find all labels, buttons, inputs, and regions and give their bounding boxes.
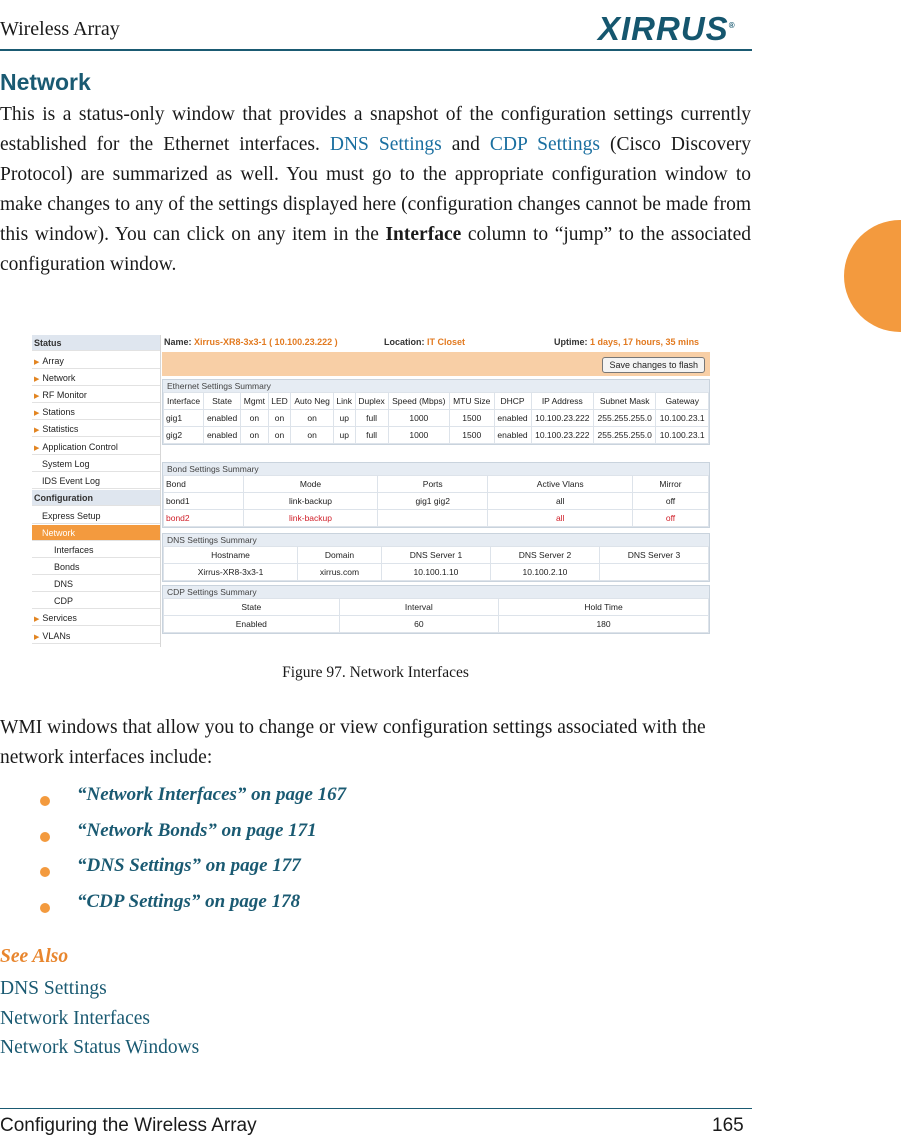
table-cell: xirrus.com: [298, 564, 382, 581]
sidebar-item[interactable]: IDS Event Log: [32, 473, 160, 489]
column-header: Subnet Mask: [594, 393, 656, 410]
cdp-summary-title: CDP Settings Summary: [163, 586, 709, 598]
column-header: MTU Size: [450, 393, 494, 410]
table-cell: 10.100.23.222: [531, 410, 593, 427]
table-row: [164, 493, 709, 510]
table-cell: all: [488, 493, 633, 510]
bullet-dot-icon: [40, 867, 50, 877]
expand-arrow-icon: ▶: [34, 393, 40, 401]
table-cell: up: [333, 427, 355, 444]
sidebar-item[interactable]: ▶ VLANs: [32, 628, 160, 644]
cross-reference-link[interactable]: “Network Interfaces” on page 167: [77, 784, 347, 805]
sidebar-item[interactable]: ▶ Stations: [32, 404, 160, 420]
bond-table: [163, 475, 709, 527]
table-cell: link-backup: [243, 493, 377, 510]
cross-reference-link[interactable]: “CDP Settings” on page 178: [77, 890, 301, 912]
see-also-link[interactable]: DNS Settings: [0, 978, 107, 999]
page-number: 165: [712, 1115, 744, 1136]
column-header: Hold Time: [499, 599, 709, 616]
status-topbar: Name: Xirrus-XR8-3x3-1 ( 10.100.23.222 ) Location: IT Closet Uptime: 1 days, 17 hours, 35 mins: [164, 337, 700, 347]
chapter-tab: [844, 220, 901, 332]
table-cell: 1000: [388, 410, 449, 427]
dns-settings-link[interactable]: DNS Settings: [329, 134, 442, 155]
column-header: Active Vlans: [488, 476, 633, 493]
table-cell: [378, 510, 488, 527]
sidebar-item: Status: [32, 335, 160, 351]
table-cell: 1000: [388, 427, 449, 444]
column-header: Bond: [164, 476, 244, 493]
interface-cell[interactable]: bond2: [164, 510, 244, 527]
cdp-summary: [162, 585, 710, 634]
sidebar-item[interactable]: DNS: [32, 576, 160, 592]
sidebar-item[interactable]: ▶ Statistics: [32, 421, 160, 437]
expand-arrow-icon: ▶: [34, 444, 40, 452]
table-cell: 10.100.23.1: [656, 427, 709, 444]
interface-cell[interactable]: Xirrus-XR8-3x3-1: [164, 564, 298, 581]
table-header-row: [164, 599, 709, 616]
bullet-dot-icon: [40, 796, 50, 806]
column-header: Interval: [339, 599, 498, 616]
table-cell: 1500: [450, 410, 494, 427]
table-row: [164, 616, 709, 633]
sidebar-item[interactable]: Network: [32, 525, 160, 541]
table-cell: on: [291, 427, 334, 444]
logo-mark: ®: [728, 21, 736, 30]
table-cell: 10.100.1.10: [381, 564, 490, 581]
ethernet-table: [163, 392, 709, 444]
interface-cell[interactable]: bond1: [164, 493, 244, 510]
table-cell: 10.100.23.222: [531, 427, 593, 444]
expand-arrow-icon: ▶: [34, 633, 40, 641]
column-header: LED: [268, 393, 291, 410]
cross-reference-link[interactable]: “Network Bonds” on page 171: [77, 819, 317, 841]
bullet-item: [0, 855, 600, 885]
table-header-row: [164, 393, 709, 410]
table-cell: full: [355, 410, 388, 427]
header-rule: [0, 49, 752, 51]
cdp-table: [163, 598, 709, 633]
table-cell: on: [268, 427, 291, 444]
column-header: Hostname: [164, 547, 298, 564]
table-row: [164, 410, 709, 427]
logo-text: XIRRUS: [598, 10, 729, 47]
table-cell: off: [633, 493, 709, 510]
table-cell: 255.255.255.0: [594, 427, 656, 444]
sidebar-item[interactable]: ▶ RF Monitor: [32, 387, 160, 403]
table-row: [164, 564, 709, 581]
footer-title: Configuring the Wireless Array: [0, 1115, 257, 1136]
sidebar-item[interactable]: ▶ Network: [32, 370, 160, 386]
sidebar-item[interactable]: ▶ Application Control: [32, 439, 160, 455]
intro-paragraph: This is a status-only window that provides a snapshot of the configuration settings currently established for the Ethernet interfaces. DNS Settings and CDP Settings (Cisco Discovery Protocol) are summarized as well. You must go to the appropriate configuration window to make changes to any of the settings displayed here (configuration changes cannot be made from this window). You can click on any item in the Interface column to “jump” to the associated configuration window.: [0, 104, 751, 275]
table-cell: 1500: [450, 427, 494, 444]
table-row: [164, 510, 709, 527]
bullet-item: [0, 784, 600, 814]
bond-summary: [162, 462, 710, 528]
table-cell: 255.255.255.0: [594, 410, 656, 427]
column-header: DHCP: [494, 393, 531, 410]
column-header: DNS Server 3: [599, 547, 708, 564]
interface-cell[interactable]: gig2: [164, 427, 204, 444]
column-header: Link: [333, 393, 355, 410]
column-header: State: [204, 393, 241, 410]
sidebar-item: Configuration: [32, 490, 160, 506]
section-heading: Network: [0, 69, 91, 95]
column-header: State: [164, 599, 340, 616]
xirrus-logo: [598, 10, 736, 48]
table-cell: on: [241, 427, 269, 444]
expand-arrow-icon: ▶: [34, 616, 40, 624]
see-also-link[interactable]: Network Interfaces: [0, 1008, 150, 1029]
column-header: IP Address: [531, 393, 593, 410]
column-header: Interface: [164, 393, 204, 410]
cdp-settings-link[interactable]: CDP Settings: [489, 134, 600, 155]
dns-summary: [162, 533, 710, 582]
table-cell: on: [268, 410, 291, 427]
table-cell: gig1 gig2: [378, 493, 488, 510]
column-header: Duplex: [355, 393, 388, 410]
cross-reference-link[interactable]: “DNS Settings” on page 177: [77, 855, 301, 876]
sidebar-item[interactable]: Interfaces: [32, 542, 160, 558]
dns-summary-title: DNS Settings Summary: [163, 534, 709, 546]
running-header: Wireless Array: [0, 18, 120, 40]
expand-arrow-icon: ▶: [34, 359, 40, 366]
table-cell: all: [488, 510, 633, 527]
table-cell: on: [241, 410, 269, 427]
sidebar-item[interactable]: System Log: [32, 456, 160, 472]
sidebar-item[interactable]: Express Setup: [32, 508, 160, 524]
bullet-dot-icon: [40, 903, 50, 913]
sidebar-item[interactable]: ▶ Services: [32, 610, 160, 626]
table-cell: enabled: [204, 410, 241, 427]
column-header: DNS Server 2: [490, 547, 599, 564]
table-cell: up: [333, 410, 355, 427]
network-interfaces-figure: [32, 335, 710, 647]
table-row: [164, 427, 709, 444]
sidebar-item[interactable]: Bonds: [32, 559, 160, 575]
dns-table: [163, 546, 709, 581]
table-cell: full: [355, 427, 388, 444]
see-also-link[interactable]: Network Status Windows: [0, 1037, 200, 1058]
expand-arrow-icon: ▶: [34, 376, 40, 384]
column-header: Mgmt: [241, 393, 269, 410]
interface-cell[interactable]: gig1: [164, 410, 204, 427]
expand-arrow-icon: ▶: [34, 427, 40, 435]
table-cell: enabled: [204, 427, 241, 444]
save-bar: [162, 352, 710, 376]
body-paragraph: WMI windows that allow you to change or view configuration settings associated with the network interfaces include:: [0, 717, 706, 768]
table-header-row: [164, 476, 709, 493]
table-cell: 10.100.23.1: [656, 410, 709, 427]
column-header: Ports: [378, 476, 488, 493]
column-header: Mirror: [633, 476, 709, 493]
sidebar-item[interactable]: ▶ Array: [32, 353, 160, 369]
expand-arrow-icon: ▶: [34, 410, 40, 418]
interface-cell[interactable]: Enabled: [164, 616, 340, 633]
sidebar-item[interactable]: CDP: [32, 593, 160, 609]
column-header: Speed (Mbps): [388, 393, 449, 410]
table-cell: 60: [339, 616, 498, 633]
wmi-main-panel: [162, 335, 710, 647]
table-header-row: [164, 547, 709, 564]
column-header: Mode: [243, 476, 377, 493]
ethernet-summary-title: Ethernet Settings Summary: [163, 380, 709, 392]
column-header: Gateway: [656, 393, 709, 410]
column-header: Domain: [298, 547, 382, 564]
bullet-dot-icon: [40, 832, 50, 842]
column-header: DNS Server 1: [381, 547, 490, 564]
table-cell: off: [633, 510, 709, 527]
table-cell: on: [291, 410, 334, 427]
table-cell: enabled: [494, 427, 531, 444]
table-cell: enabled: [494, 410, 531, 427]
save-changes-button[interactable]: Save changes to flash: [602, 357, 705, 373]
column-header: Auto Neg: [291, 393, 334, 410]
see-also-heading: See Also: [0, 946, 69, 967]
footer-rule: [0, 1108, 752, 1109]
table-cell: link-backup: [243, 510, 377, 527]
table-cell: 180: [499, 616, 709, 633]
table-cell: [599, 564, 708, 581]
wmi-sidebar: [32, 335, 161, 647]
bond-summary-title: Bond Settings Summary: [163, 463, 709, 475]
bullet-item: [0, 820, 600, 850]
bullet-item: [0, 891, 600, 921]
table-cell: 10.100.2.10: [490, 564, 599, 581]
ethernet-summary: [162, 379, 710, 445]
figure-caption: Figure 97. Network Interfaces: [282, 664, 469, 681]
